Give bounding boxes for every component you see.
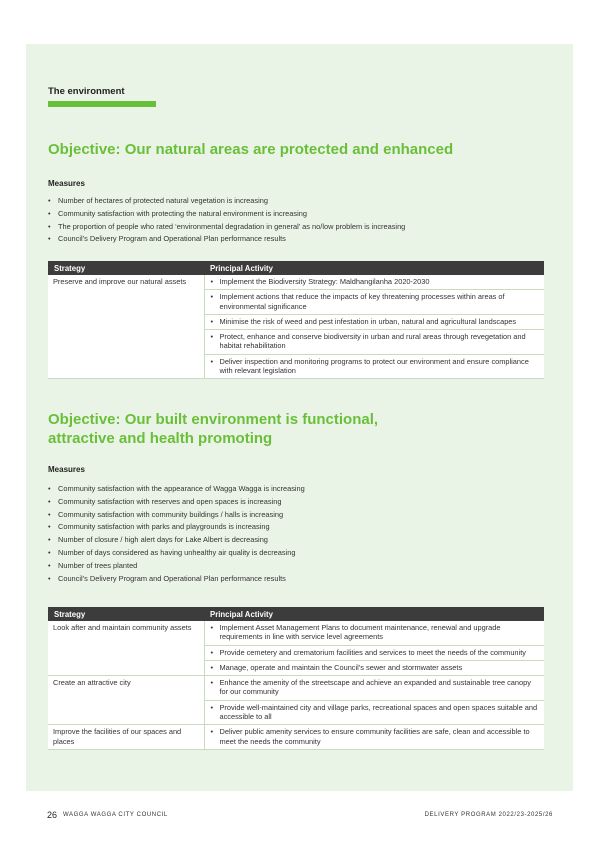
strategy-cell: Improve the facilities of our spaces and places <box>48 725 204 750</box>
activity-cell: • Implement actions that reduce the impacts of key threatening processes within areas of environmental significance <box>204 290 544 315</box>
table-row <box>48 621 544 645</box>
table-row <box>48 676 544 701</box>
measure-item: • Number of hectares of protected natural vegetation is increasing <box>48 195 405 208</box>
activity-cell: • Manage, operate and maintain the Council’s sewer and stormwater assets <box>204 660 544 675</box>
measure-item: • Number of trees planted <box>48 560 305 573</box>
strategy-cell: Create an attractive city <box>48 676 204 725</box>
strategy-cell: Preserve and improve our natural assets <box>48 275 204 379</box>
objective-1-measures-heading: Measures <box>48 179 85 188</box>
page-number: 26 <box>47 810 58 820</box>
table-header-row <box>48 261 544 275</box>
header-principal-activity: Principal Activity <box>204 607 544 621</box>
objective-1-measures-list <box>48 195 405 246</box>
measure-item: • Number of days considered as having unhealthy air quality is decreasing <box>48 547 305 560</box>
footer-organisation: WAGGA WAGGA CITY COUNCIL <box>63 812 168 818</box>
activity-cell: • Deliver inspection and monitoring programs to protect our environment and ensure compliance with relevant legislation <box>204 354 544 379</box>
activity-cell: • Protect, enhance and conserve biodiversity in urban and rural areas through revegetation and habitat rehabilitation <box>204 330 544 355</box>
section-accent-bar <box>48 101 156 107</box>
objective-2-title <box>48 410 378 448</box>
activity-cell: • Deliver public amenity services to ensure community facilities are safe, clean and accessible to meet the needs the community <box>204 725 544 750</box>
measure-item: • Council’s Delivery Program and Operational Plan performance results <box>48 573 305 586</box>
measure-item: • Council’s Delivery Program and Operational Plan performance results <box>48 233 405 246</box>
header-principal-activity: Principal Activity <box>204 261 544 275</box>
objective-1-title: Objective: Our natural areas are protected and enhanced <box>48 141 454 158</box>
activity-cell: • Implement Asset Management Plans to document maintenance, renewal and upgrade requirements in line with service level agreements <box>204 621 544 645</box>
activity-cell: • Provide cemetery and crematorium facilities and services to meet the needs of the community <box>204 645 544 660</box>
objective-2-measures-heading: Measures <box>48 465 85 474</box>
measure-item: • Community satisfaction with reserves and open spaces is increasing <box>48 496 305 509</box>
header-strategy: Strategy <box>48 607 204 621</box>
objective-2-title-line1: Objective: Our built environment is functional, <box>48 411 379 428</box>
objective-2-title-line2: attractive and health promoting <box>48 430 273 447</box>
table-row <box>48 275 544 290</box>
measure-item: • The proportion of people who rated ‘environmental degradation in general’ as no/low problem is increasing <box>48 221 405 234</box>
measure-item: • Number of closure / high alert days for Lake Albert is decreasing <box>48 534 305 547</box>
objective-2-strategy-table <box>48 607 544 750</box>
footer-document-title: DELIVERY PROGRAM 2022/23-2025/26 <box>424 812 553 818</box>
table-header-row <box>48 607 544 621</box>
activity-cell: • Implement the Biodiversity Strategy: Maldhangilanha 2020-2030 <box>204 275 544 290</box>
objective-2-measures-list <box>48 483 305 585</box>
header-strategy: Strategy <box>48 261 204 275</box>
measure-item: • Community satisfaction with community buildings / halls is increasing <box>48 509 305 522</box>
activity-cell: • Provide well-maintained city and village parks, recreational spaces and open spaces suitable and accessible to all <box>204 700 544 725</box>
objective-1-strategy-table <box>48 261 544 379</box>
section-label: The environment <box>48 86 125 97</box>
measure-item: • Community satisfaction with parks and playgrounds is increasing <box>48 521 305 534</box>
table-row <box>48 725 544 750</box>
activity-cell: • Enhance the amenity of the streetscape and achieve an expanded and sustainable tree canopy for our community <box>204 676 544 701</box>
strategy-cell: Look after and maintain community assets <box>48 621 204 676</box>
measure-item: • Community satisfaction with the appearance of Wagga Wagga is increasing <box>48 483 305 496</box>
measure-item: • Community satisfaction with protecting the natural environment is increasing <box>48 208 405 221</box>
activity-cell: • Minimise the risk of weed and pest infestation in urban, natural and agricultural landscapes <box>204 314 544 329</box>
